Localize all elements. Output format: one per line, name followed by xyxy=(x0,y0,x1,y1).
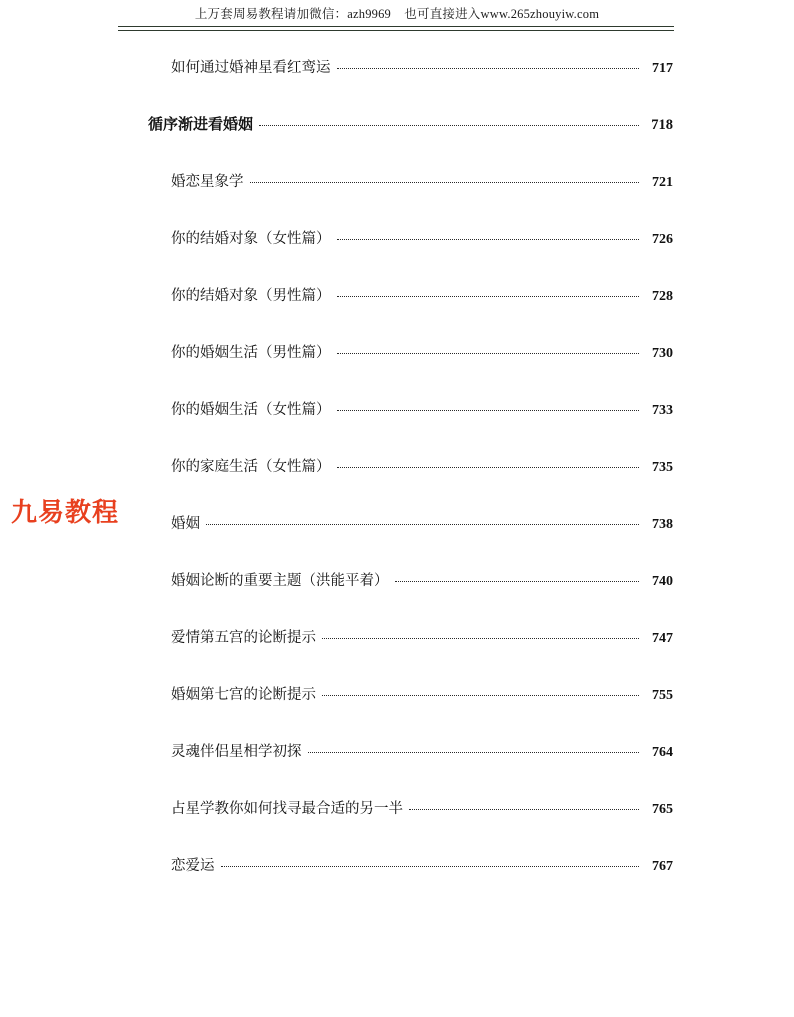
toc-entry[interactable] xyxy=(0,683,794,740)
toc-leader-dots xyxy=(337,238,640,240)
toc-entry[interactable] xyxy=(0,284,794,341)
toc-entry-page-number: 730 xyxy=(652,346,673,361)
toc-entry-title: 如何通过婚神星看红鸾运 xyxy=(171,60,331,76)
table-of-contents xyxy=(0,56,794,911)
toc-entry-page-number: 718 xyxy=(651,117,673,133)
toc-entry-page-number: 767 xyxy=(652,859,673,874)
toc-entry[interactable] xyxy=(0,113,794,170)
toc-entry-title: 你的婚姻生活（女性篇） xyxy=(171,402,331,418)
header-divider-rule xyxy=(118,26,674,31)
toc-entry[interactable] xyxy=(0,740,794,797)
toc-leader-dots xyxy=(221,865,640,867)
toc-entry[interactable] xyxy=(0,56,794,113)
toc-entry[interactable] xyxy=(0,854,794,911)
toc-entry[interactable] xyxy=(0,170,794,227)
toc-entry[interactable] xyxy=(0,455,794,512)
toc-entry-page-number: 755 xyxy=(652,688,673,703)
toc-leader-dots xyxy=(322,694,639,696)
toc-entry-title: 你的结婚对象（女性篇） xyxy=(171,231,331,247)
toc-leader-dots xyxy=(337,352,640,354)
watermark-logo: 九易教程 xyxy=(11,497,120,527)
header-promo-text: 上万套周易教程请加微信：azh9969 也可直接进入www.265zhouyiw.com xyxy=(194,7,600,21)
toc-entry-title: 你的结婚对象（男性篇） xyxy=(171,288,331,304)
toc-leader-dots xyxy=(308,751,640,753)
toc-entry-page-number: 740 xyxy=(652,574,673,589)
toc-entry-page-number: 738 xyxy=(652,517,673,532)
toc-leader-dots xyxy=(395,580,640,582)
toc-entry-page-number: 726 xyxy=(652,232,673,247)
toc-entry-page-number: 721 xyxy=(652,175,673,190)
toc-entry[interactable] xyxy=(0,341,794,398)
toc-entry-title: 婚姻第七宫的论断提示 xyxy=(171,687,316,703)
toc-entry-title: 占星学教你如何找寻最合适的另一半 xyxy=(171,801,403,817)
toc-entry-title: 婚恋星象学 xyxy=(171,174,244,190)
toc-leader-dots xyxy=(337,409,640,411)
toc-leader-dots xyxy=(322,637,639,639)
toc-entry-page-number: 733 xyxy=(652,403,673,418)
toc-entry[interactable] xyxy=(0,626,794,683)
toc-entry[interactable] xyxy=(0,512,794,569)
toc-entry-page-number: 747 xyxy=(652,631,673,646)
toc-leader-dots xyxy=(250,181,640,183)
toc-entry[interactable] xyxy=(0,569,794,626)
toc-leader-dots xyxy=(259,124,639,126)
toc-entry[interactable] xyxy=(0,797,794,854)
toc-leader-dots xyxy=(337,295,640,297)
toc-entry-page-number: 717 xyxy=(652,61,673,76)
toc-entry-title: 你的婚姻生活（男性篇） xyxy=(171,345,331,361)
toc-entry-page-number: 735 xyxy=(652,460,673,475)
toc-entry-title: 恋爱运 xyxy=(171,858,215,874)
toc-entry[interactable] xyxy=(0,227,794,284)
toc-entry-page-number: 728 xyxy=(652,289,673,304)
toc-entry-title: 婚姻论断的重要主题（洪能平着） xyxy=(171,573,389,589)
toc-entry-page-number: 764 xyxy=(652,745,673,760)
toc-entry[interactable] xyxy=(0,398,794,455)
toc-entry-title: 爱情第五宫的论断提示 xyxy=(171,630,316,646)
toc-leader-dots xyxy=(337,466,640,468)
toc-leader-dots xyxy=(409,808,639,810)
toc-entry-title: 婚姻 xyxy=(171,516,200,532)
toc-leader-dots xyxy=(337,67,640,69)
toc-entry-title: 循序渐进看婚姻 xyxy=(148,117,254,133)
toc-entry-title: 你的家庭生活（女性篇） xyxy=(171,459,331,475)
toc-leader-dots xyxy=(206,523,639,525)
toc-entry-title: 灵魂伴侣星相学初探 xyxy=(171,744,302,760)
toc-entry-page-number: 765 xyxy=(652,802,673,817)
